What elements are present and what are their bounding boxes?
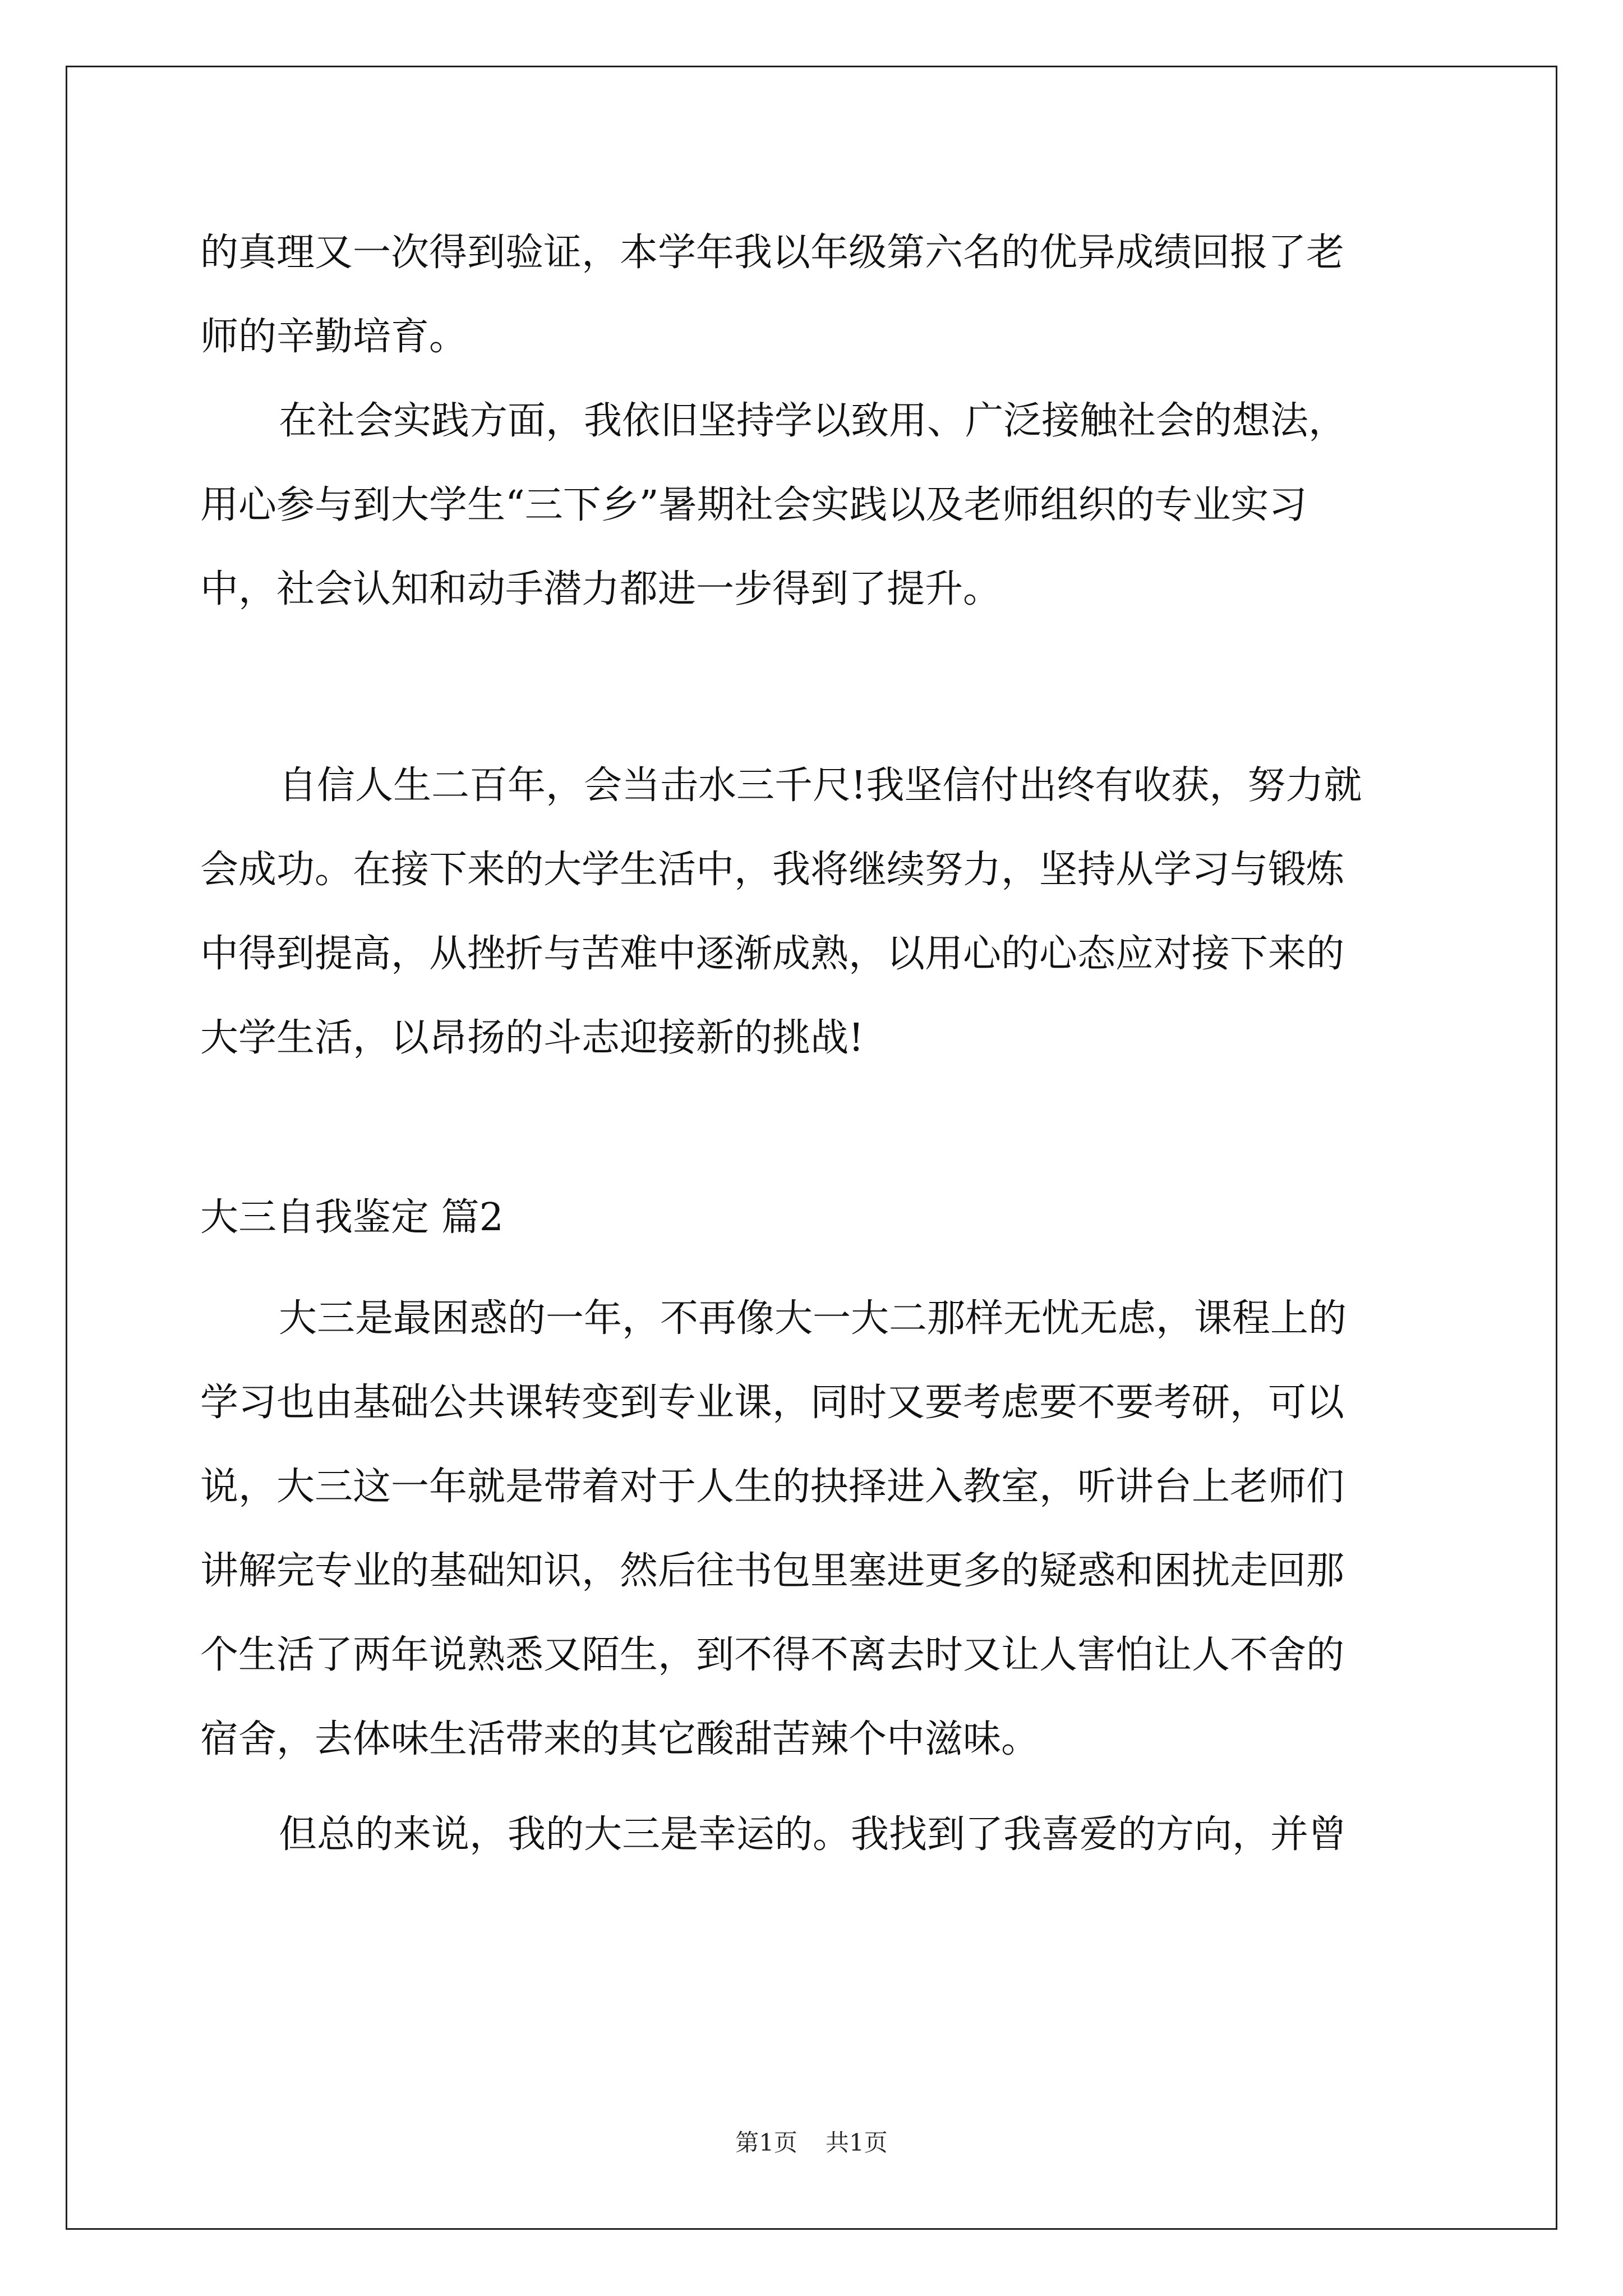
text-line: 在社会实践方面，我依旧坚持学以致用、广泛接触社会的想法， — [279, 399, 1347, 443]
text-line: 个生活了两年说熟悉又陌生，到不得不离去时又让人害怕让人不舍的 — [200, 1633, 1345, 1677]
paragraph — [200, 744, 1423, 1080]
text-line: 师的辛勤培育。 — [200, 315, 468, 359]
text-line: 会成功。在接下来的大学生活中，我将继续努力，坚持从学习与锻炼 — [200, 848, 1345, 892]
paragraph — [200, 211, 1423, 379]
text-line: 中，社会认知和动手潜力都进一步得到了提升。 — [200, 567, 1002, 611]
text-line: 大三是最困惑的一年，不再像大一大二那样无忧无虑，课程上的 — [279, 1296, 1347, 1341]
text-line: 讲解完专业的基础知识，然后往书包里塞进更多的疑惑和困扰走回那 — [200, 1549, 1345, 1593]
page-footer — [0, 2126, 1623, 2160]
text-line: 用心参与到大学生“三下乡”暑期社会实践以及老师组织的专业实习 — [200, 483, 1307, 527]
text-line: 宿舍，去体味生活带来的其它酸甜苦辣个中滋味。 — [200, 1717, 1040, 1761]
paragraph — [200, 1793, 1423, 1877]
text-line: 学习也由基础公共课转变到专业课，同时又要考虑要不要考研，可以 — [200, 1381, 1345, 1425]
text-line: 大学生活，以昂扬的斗志迎接新的挑战! — [200, 1016, 864, 1060]
text-line: 自信人生二百年，会当击水三千尺!我坚信付出终有收获，努力就 — [279, 763, 1362, 808]
text-line: 的真理又一次得到验证，本学年我以年级第六名的优异成绩回报了老 — [200, 231, 1345, 275]
section-heading: 大三自我鉴定 篇2 — [200, 1195, 504, 1240]
page-total: 共1页 — [826, 2129, 888, 2156]
paragraph — [200, 1277, 1423, 1782]
page-number: 第1页 — [735, 2129, 797, 2156]
text-line: 但总的来说，我的大三是幸运的。我找到了我喜爱的方向，并曾 — [279, 1812, 1347, 1857]
text-line: 说，大三这一年就是带着对于人生的抉择进入教室，听讲台上老师们 — [200, 1465, 1345, 1509]
text-line: 中得到提高，从挫折与苦难中逐渐成熟，以用心的心态应对接下来的 — [200, 932, 1345, 976]
paragraph — [200, 379, 1423, 632]
